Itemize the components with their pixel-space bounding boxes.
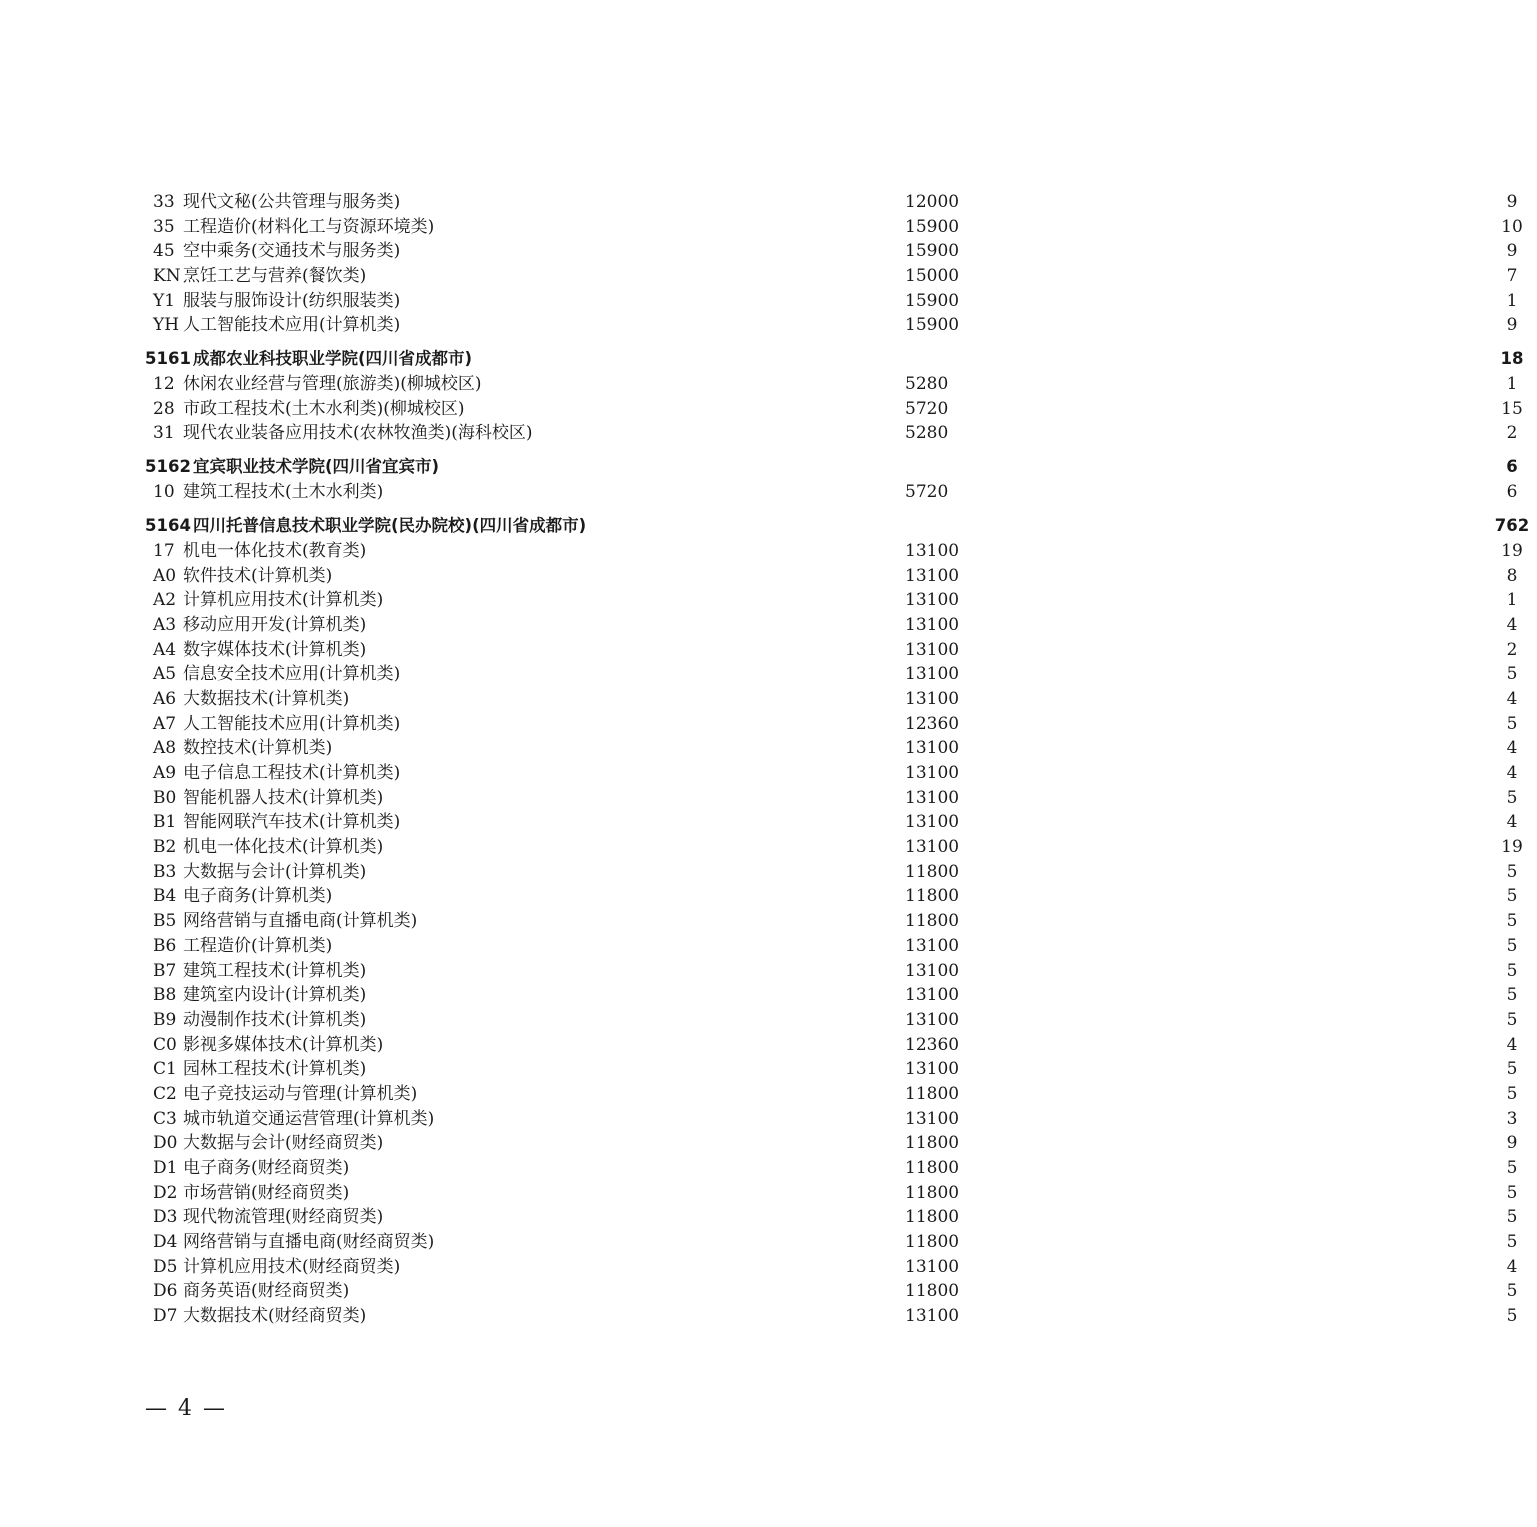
plan-count: 5 (1506, 713, 1518, 734)
major-code: D0 (153, 1133, 178, 1154)
tuition-fee: 12000 (905, 192, 960, 212)
major-row (145, 1205, 1518, 1230)
major-code: 12 (153, 374, 175, 395)
major-code: 10 (153, 482, 175, 503)
major-code: Y1 (153, 290, 176, 311)
major-code: B6 (153, 935, 177, 956)
major-code: D3 (153, 1207, 178, 1228)
major-row (145, 1107, 1518, 1132)
plan-count: 5 (1506, 1182, 1518, 1203)
major-code: B2 (153, 837, 177, 858)
major-name: 计算机应用技术(财经商贸类) (183, 1256, 401, 1277)
plan-count: 4 (1506, 763, 1518, 784)
major-name: 工程造价(材料化工与资源环境类) (183, 216, 435, 237)
major-row (145, 736, 1518, 761)
tuition-fee: 13100 (905, 639, 960, 660)
major-row (145, 480, 1518, 505)
plan-count: 5 (1506, 1232, 1518, 1253)
tuition-fee: 12360 (905, 1034, 960, 1055)
school-row (145, 514, 1530, 539)
major-name: 智能网联汽车技术(计算机类) (183, 812, 401, 833)
major-name: 机电一体化技术(教育类) (183, 540, 367, 561)
plan-count: 5 (1506, 1158, 1518, 1179)
major-name: 机电一体化技术(计算机类) (183, 837, 384, 858)
major-name: 服装与服饰设计(纺织服装类) (183, 290, 401, 311)
major-name: 现代农业装备应用技术(农林牧渔类)(海科校区) (183, 423, 533, 444)
major-code: D1 (153, 1158, 178, 1179)
tuition-fee: 15900 (905, 315, 960, 336)
tuition-fee: 13100 (905, 837, 960, 858)
major-row (145, 421, 1518, 446)
plan-count: 5 (1506, 886, 1518, 907)
plan-count: 4 (1506, 1034, 1518, 1055)
major-row (145, 638, 1518, 663)
major-code: B1 (153, 812, 177, 833)
plan-count: 5 (1506, 911, 1518, 932)
major-code: A9 (153, 763, 177, 784)
tuition-fee: 13100 (905, 812, 960, 833)
tuition-fee: 13100 (905, 1059, 960, 1080)
major-code: C2 (153, 1083, 177, 1104)
tuition-fee: 13100 (905, 1306, 960, 1327)
tuition-fee: 13100 (905, 985, 960, 1006)
plan-count: 5 (1506, 935, 1518, 956)
major-name: 人工智能技术应用(计算机类) (183, 713, 401, 734)
major-name: 数控技术(计算机类) (183, 738, 333, 759)
plan-count: 5 (1506, 861, 1518, 882)
major-row (145, 264, 1518, 289)
major-code: A7 (153, 713, 177, 734)
major-code: A3 (153, 614, 177, 635)
tuition-fee: 11800 (905, 1182, 960, 1203)
plan-count: 2 (1506, 423, 1518, 444)
major-row (145, 588, 1518, 613)
major-row (145, 1131, 1518, 1156)
major-code: B9 (153, 1009, 177, 1030)
major-name: 软件技术(计算机类) (183, 565, 333, 586)
plan-count: 5 (1506, 787, 1518, 808)
plan-count: 8 (1506, 565, 1518, 586)
plan-count: 4 (1506, 1256, 1518, 1277)
plan-count: 6 (1506, 482, 1518, 503)
major-name: 网络营销与直播电商(财经商贸类) (183, 1232, 435, 1253)
tuition-fee: 11800 (905, 1133, 960, 1154)
tuition-fee: 5280 (905, 374, 949, 395)
major-code: A2 (153, 590, 177, 611)
major-code: KN (153, 266, 181, 287)
tuition-fee: 13100 (905, 664, 960, 685)
major-code: D7 (153, 1306, 178, 1327)
school-code: 5161 (145, 349, 191, 369)
major-name: 大数据与会计(计算机类) (183, 861, 367, 882)
major-code: B4 (153, 886, 177, 907)
major-row (145, 1033, 1518, 1058)
plan-count: 18 (1500, 349, 1524, 369)
major-name: 建筑工程技术(土木水利类) (183, 482, 384, 503)
major-row (145, 372, 1518, 397)
plan-count: 5 (1506, 1281, 1518, 1302)
major-row (145, 239, 1518, 264)
major-name: 现代物流管理(财经商贸类) (183, 1207, 384, 1228)
tuition-fee: 11800 (905, 1083, 960, 1104)
major-row (145, 1156, 1518, 1181)
major-code: A0 (153, 565, 177, 586)
major-name: 大数据技术(财经商贸类) (183, 1306, 367, 1327)
plan-count: 19 (1501, 837, 1523, 858)
major-name: 市政工程技术(土木水利类)(柳城校区) (183, 398, 465, 419)
tuition-fee: 11800 (905, 1158, 960, 1179)
major-name: 工程造价(计算机类) (183, 935, 333, 956)
tuition-fee: 13100 (905, 935, 960, 956)
major-code: D4 (153, 1232, 178, 1253)
major-name: 智能机器人技术(计算机类) (183, 787, 384, 808)
major-name: 动漫制作技术(计算机类) (183, 1009, 367, 1030)
tuition-fee: 5720 (905, 398, 949, 419)
major-row (145, 761, 1518, 786)
plan-count: 5 (1506, 985, 1518, 1006)
plan-count: 762 (1494, 516, 1530, 536)
plan-count: 2 (1506, 639, 1518, 660)
tuition-fee: 13100 (905, 688, 960, 709)
plan-count: 5 (1506, 1207, 1518, 1228)
tuition-fee: 15900 (905, 241, 960, 262)
major-name: 大数据技术(计算机类) (183, 688, 350, 709)
major-code: D5 (153, 1256, 178, 1277)
major-code: D6 (153, 1281, 178, 1302)
major-name: 移动应用开发(计算机类) (183, 614, 367, 635)
major-row (145, 613, 1518, 638)
page-number: — 4 — (145, 1396, 227, 1421)
plan-count: 9 (1506, 315, 1518, 336)
major-code: 17 (153, 540, 175, 561)
major-code: B8 (153, 985, 177, 1006)
plan-count: 7 (1506, 266, 1518, 287)
tuition-fee: 13100 (905, 763, 960, 784)
tuition-fee: 12360 (905, 713, 960, 734)
tuition-fee: 13100 (905, 1108, 960, 1129)
school-name: 成都农业科技职业学院(四川省成都市) (193, 349, 473, 369)
major-code: 33 (153, 192, 175, 212)
major-name: 数字媒体技术(计算机类) (183, 639, 367, 660)
major-row (145, 884, 1518, 909)
major-name: 网络营销与直播电商(计算机类) (183, 911, 418, 932)
tuition-fee: 13100 (905, 590, 960, 611)
major-name: 电子商务(财经商贸类) (183, 1158, 350, 1179)
major-row (145, 215, 1523, 240)
major-row (145, 786, 1518, 811)
major-code: B3 (153, 861, 177, 882)
major-row (145, 810, 1518, 835)
major-code: B7 (153, 960, 177, 981)
plan-count: 15 (1501, 398, 1523, 419)
major-row (145, 934, 1518, 959)
tuition-fee: 11800 (905, 911, 960, 932)
major-name: 影视多媒体技术(计算机类) (183, 1034, 384, 1055)
major-name: 人工智能技术应用(计算机类) (183, 315, 401, 336)
plan-count: 5 (1506, 1009, 1518, 1030)
school-name: 宜宾职业技术学院(四川省宜宾市) (193, 457, 440, 477)
plan-count: 9 (1506, 1133, 1518, 1154)
major-row (145, 1279, 1518, 1304)
plan-count: 1 (1506, 374, 1518, 395)
tuition-fee: 15900 (905, 290, 960, 311)
major-code: C1 (153, 1059, 177, 1080)
tuition-fee: 13100 (905, 960, 960, 981)
enrollment-table (145, 190, 1530, 1329)
major-name: 建筑室内设计(计算机类) (183, 985, 367, 1006)
major-name: 计算机应用技术(计算机类) (183, 590, 384, 611)
plan-count: 4 (1506, 614, 1518, 635)
major-row (145, 687, 1518, 712)
major-name: 城市轨道交通运营管理(计算机类) (183, 1108, 435, 1129)
major-row (145, 1181, 1518, 1206)
major-row (145, 1230, 1518, 1255)
major-name: 信息安全技术应用(计算机类) (183, 664, 401, 685)
school-row (145, 455, 1518, 480)
tuition-fee: 11800 (905, 861, 960, 882)
major-code: 31 (153, 423, 175, 444)
major-name: 商务英语(财经商贸类) (183, 1281, 350, 1302)
major-name: 市场营销(财经商贸类) (183, 1182, 350, 1203)
major-row (145, 1057, 1518, 1082)
major-code: 28 (153, 398, 175, 419)
tuition-fee: 5280 (905, 423, 949, 444)
major-row (145, 1082, 1518, 1107)
school-name: 四川托普信息技术职业学院(民办院校)(四川省成都市) (193, 516, 587, 536)
major-row (145, 959, 1518, 984)
plan-count: 3 (1506, 1108, 1518, 1129)
major-code: B0 (153, 787, 177, 808)
major-code: D2 (153, 1182, 178, 1203)
major-row (145, 662, 1518, 687)
major-code: A5 (153, 664, 177, 685)
plan-count: 6 (1506, 457, 1518, 477)
major-name: 休闲农业经营与管理(旅游类)(柳城校区) (183, 374, 482, 395)
plan-count: 5 (1506, 664, 1518, 685)
tuition-fee: 5720 (905, 482, 949, 503)
tuition-fee: 13100 (905, 1256, 960, 1277)
major-name: 空中乘务(交通技术与服务类) (183, 241, 401, 262)
tuition-fee: 13100 (905, 787, 960, 808)
major-code: A4 (153, 639, 177, 660)
major-code: YH (153, 315, 180, 336)
major-row (145, 564, 1518, 589)
major-row (145, 539, 1523, 564)
major-code: 35 (153, 216, 175, 237)
tuition-fee: 11800 (905, 1232, 960, 1253)
school-code: 5164 (145, 516, 191, 536)
school-code: 5162 (145, 457, 191, 477)
major-row (145, 909, 1518, 934)
major-code: C3 (153, 1108, 177, 1129)
tuition-fee: 13100 (905, 1009, 960, 1030)
major-name: 现代文秘(公共管理与服务类) (183, 192, 401, 212)
tuition-fee: 15900 (905, 216, 960, 237)
major-row (145, 1304, 1518, 1329)
plan-count: 5 (1506, 960, 1518, 981)
major-code: B5 (153, 911, 177, 932)
plan-count: 5 (1506, 1306, 1518, 1327)
major-row (145, 190, 1518, 215)
plan-count: 10 (1501, 216, 1523, 237)
school-row (145, 347, 1524, 372)
tuition-fee: 13100 (905, 540, 960, 561)
plan-count: 9 (1506, 241, 1518, 262)
tuition-fee: 15000 (905, 266, 960, 287)
tuition-fee: 11800 (905, 1207, 960, 1228)
major-row (145, 860, 1518, 885)
major-row (145, 1008, 1518, 1033)
plan-count: 19 (1501, 540, 1523, 561)
tuition-fee: 11800 (905, 1281, 960, 1302)
plan-count: 4 (1506, 812, 1518, 833)
major-name: 大数据与会计(财经商贸类) (183, 1133, 384, 1154)
major-row (145, 712, 1518, 737)
major-row (145, 397, 1523, 422)
major-row (145, 835, 1523, 860)
plan-count: 1 (1506, 290, 1518, 311)
major-code: A6 (153, 688, 177, 709)
major-code: A8 (153, 738, 177, 759)
major-code: C0 (153, 1034, 177, 1055)
tuition-fee: 13100 (905, 565, 960, 586)
plan-count: 4 (1506, 688, 1518, 709)
tuition-fee: 13100 (905, 614, 960, 635)
tuition-fee: 11800 (905, 886, 960, 907)
major-name: 烹饪工艺与营养(餐饮类) (183, 266, 367, 287)
major-row (145, 1255, 1518, 1280)
major-name: 建筑工程技术(计算机类) (183, 960, 367, 981)
plan-count: 4 (1506, 738, 1518, 759)
major-code: 45 (153, 241, 175, 262)
major-name: 电子商务(计算机类) (183, 886, 333, 907)
plan-count: 1 (1506, 590, 1518, 611)
major-name: 电子信息工程技术(计算机类) (183, 763, 401, 784)
plan-count: 5 (1506, 1083, 1518, 1104)
major-row (145, 289, 1518, 314)
major-row (145, 983, 1518, 1008)
major-name: 园林工程技术(计算机类) (183, 1059, 367, 1080)
tuition-fee: 13100 (905, 738, 960, 759)
major-row (145, 313, 1518, 338)
major-name: 电子竞技运动与管理(计算机类) (183, 1083, 418, 1104)
plan-count: 5 (1506, 1059, 1518, 1080)
plan-count: 9 (1506, 192, 1518, 212)
